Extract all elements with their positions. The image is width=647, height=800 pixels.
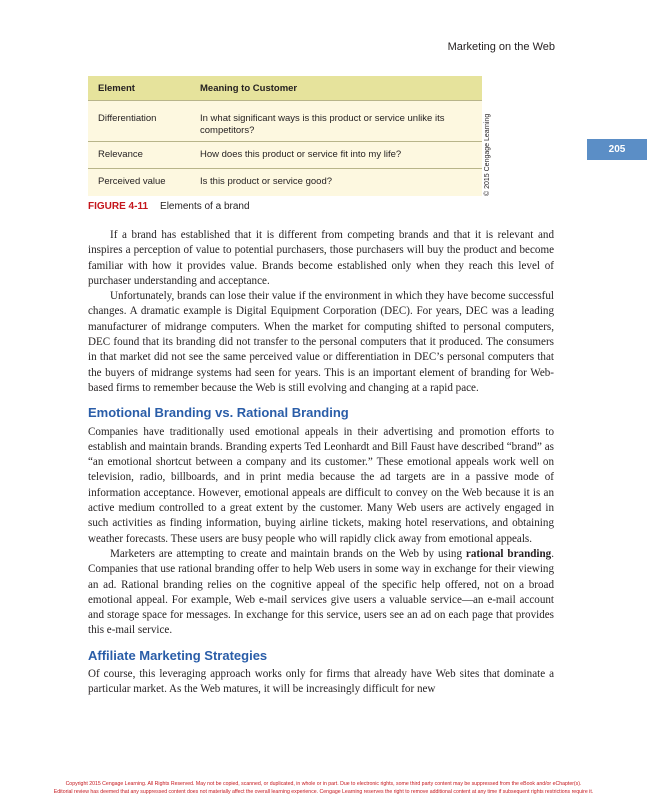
section-heading: Affiliate Marketing Strategies [88,647,268,663]
copyright-credit: © 2015 Cengage Learning [484,113,491,196]
paragraph: Unfortunately, brands can lose their value if the environment in which they have become successful changes. A dramatic example is Digital Equipment Corporation (DEC). For years, DEC was a leading manufacturer of midrange computers. When the market for computing shifted to personal computers, DEC found that its branding did not transfer to the personal computers that it produced. The consumers in that market did not see the same perceived value or differentiation in DEC’s personal computers that the buyers of midrange systems had seen for years. This is an important element of branding for Web-based firms to remember because the Web is still evolving and changing at a rapid pace. [88,290,554,394]
table-row [88,142,482,169]
paragraph-text: Marketers are attempting to create and maintain brands on the Web by using [110,547,466,560]
figure-caption-text: Elements of a brand [160,201,250,212]
paragraph [88,547,554,639]
copyright-footer [10,780,637,796]
table-header-row [88,76,482,101]
running-head: Marketing on the Web [447,41,555,53]
table-cell-element: Relevance [88,142,190,169]
table-cell-meaning: Is this product or service good? [190,169,482,197]
table-cell-element: Differentiation [88,101,190,142]
table-row [88,101,482,142]
paragraph: If a brand has established that it is different from competing brands and that it is relevant and inspires a perception of value to potential purchasers, those purchasers will buy the product and become familiar with how it provides value. Brands become established only when they reach this level of purchaser understanding and acceptance. [88,229,554,287]
paragraph: Of course, this leveraging approach works only for firms that already have Web sites that dominate a particular market. As the Web matures, it will be increasingly difficult for new [88,668,554,696]
figure-caption [88,201,250,212]
table-row [88,169,482,197]
table-cell-meaning: How does this product or service fit into my life? [190,142,482,169]
table-cell-element: Perceived value [88,169,190,197]
paragraph-text: . Companies that use rational branding offer to help Web users in some way in exchange for their viewing an ad. Rational branding relies on the cognitive appeal of the specific help offered, not on a broad emotional appeal. For example, Web e-mail services give users a valuable service—an e-mail account and storage space for messages. In exchange for this service, users see an ad on each page that provides this e-mail service. [88,547,554,637]
body-text [88,228,554,698]
figure-label: FIGURE 4-11 [88,201,149,212]
paragraph: Companies have traditionally used emotional appeals in their advertising and promotion efforts to establish and maintain brands. Branding experts Ted Leonhardt and Bill Faust have described “brand” as “an emotional shortcut between a company and its customer.” These emotional appeals work well on television, radio, billboards, and in print media because the ad targets are in a passive mode of information acceptance. However, emotional appeals are difficult to convey on the Web because it is an active medium controlled to a great extent by the customer. Many Web users are actively engaged in such activities as finding information, buying airline tickets, making hotel reservations, and obtaining weather forecasts. These users are busy people who will rapidly click away from emotional appeals. [88,425,554,545]
footer-line: Editorial review has deemed that any suppressed content does not materially affect the overall learning experience. Cengage Learning reserves the right to remove additional content at any time if subsequent rights restrictions require it. [53,789,594,795]
table-header-meaning: Meaning to Customer [190,76,482,101]
footer-line: Copyright 2015 Cengage Learning. All Rights Reserved. May not be copied, scanned, or duplicated, in whole or in part. Due to electronic rights, some third party content may be suppressed from the eBook and/or eChapter(s). [65,781,582,787]
table-header-element: Element [88,76,190,101]
page-number-tab: 205 [587,139,647,160]
table-cell-meaning: In what significant ways is this product or service unlike its competitors? [190,101,482,142]
section-heading: Emotional Branding vs. Rational Branding [88,405,349,421]
key-term: rational branding [465,547,552,560]
brand-elements-table [88,76,482,196]
